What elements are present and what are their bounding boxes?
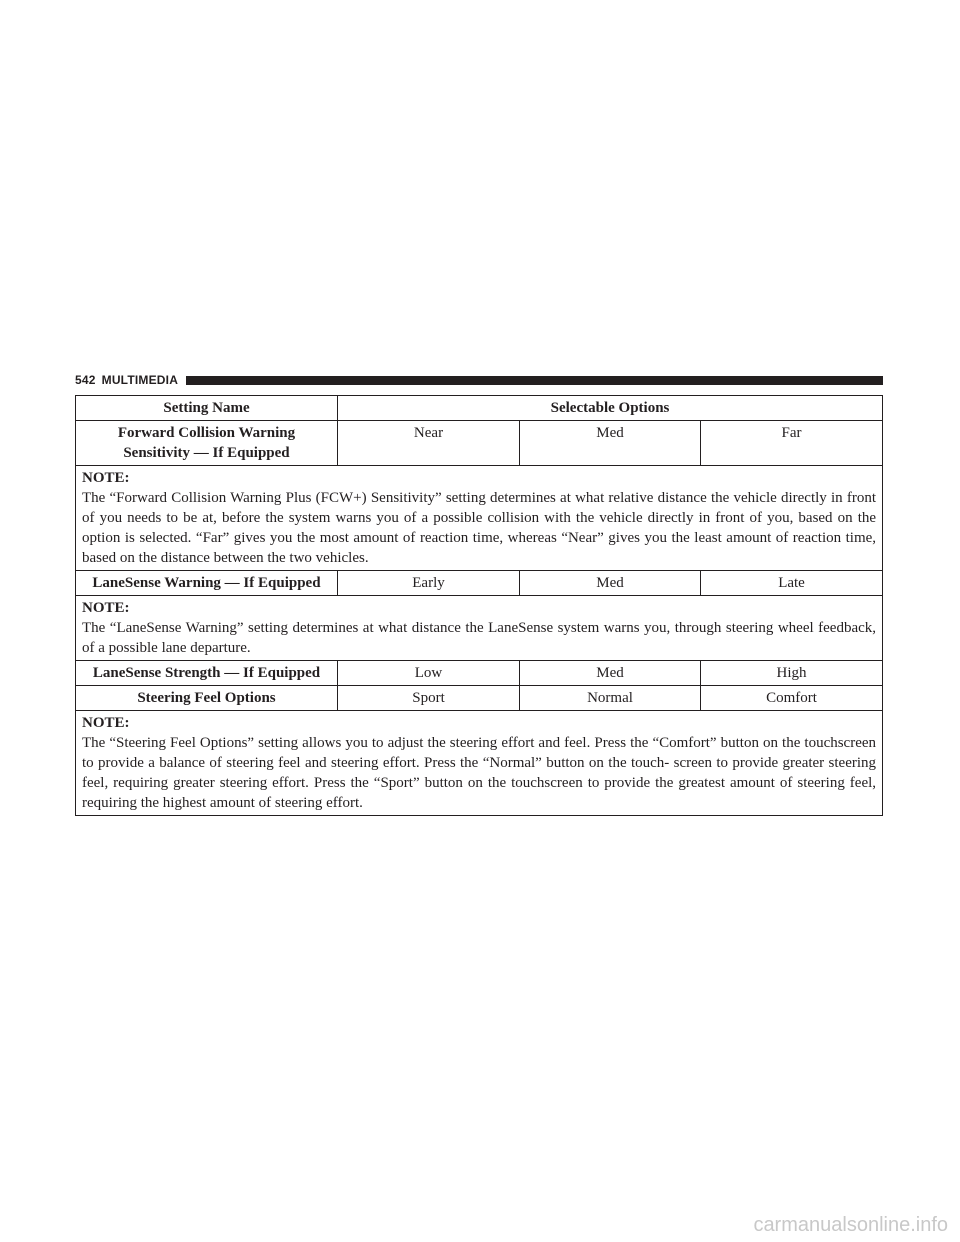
table-header-row [76, 396, 883, 421]
option-cell: Near [338, 421, 520, 466]
page-number: 542 [75, 373, 96, 387]
setting-name-cell [76, 421, 338, 466]
note-row [76, 711, 883, 816]
setting-name-cell: Steering Feel Options [76, 686, 338, 711]
note-cell [76, 596, 883, 661]
page-header [75, 372, 883, 388]
table-row [76, 686, 883, 711]
setting-name-cell: LaneSense Warning — If Equipped [76, 571, 338, 596]
column-header-selectable-options: Selectable Options [338, 396, 883, 421]
option-cell: High [701, 661, 883, 686]
note-label: NOTE: [82, 600, 130, 616]
section-title: MULTIMEDIA [101, 373, 179, 387]
option-cell: Low [338, 661, 520, 686]
option-cell: Normal [520, 686, 701, 711]
settings-table [75, 395, 883, 816]
setting-name-cell: LaneSense Strength — If Equipped [76, 661, 338, 686]
table-row [76, 421, 883, 466]
option-cell: Med [520, 571, 701, 596]
option-cell: Late [701, 571, 883, 596]
table-row [76, 661, 883, 686]
option-cell: Early [338, 571, 520, 596]
option-cell: Med [520, 661, 701, 686]
watermark: carmanualsonline.info [753, 1214, 948, 1236]
note-cell [76, 466, 883, 571]
option-cell: Sport [338, 686, 520, 711]
note-row [76, 466, 883, 571]
option-cell: Comfort [701, 686, 883, 711]
note-label: NOTE: [82, 715, 130, 731]
option-cell: Far [701, 421, 883, 466]
table-row [76, 571, 883, 596]
setting-name-line: Forward Collision Warning [117, 425, 296, 441]
note-label: NOTE: [82, 470, 130, 486]
column-header-setting-name: Setting Name [76, 396, 338, 421]
note-row [76, 596, 883, 661]
note-text: The “Forward Collision Warning Plus (FCW+) Sensitivity” setting determines at what relative distance the vehicle directly in front of you needs to be at, before the system warns you of a possible collision with the vehicle directly in front of you, based on the option is selected. “Far” gives you the most amount of reaction time, whereas “Near” gives you the least amount of reaction time, based on the distance between the two vehicles. [82, 490, 877, 566]
note-text: The “Steering Feel Options” setting allows you to adjust the steering effort and feel. Press the “Comfort” button on the touchscreen to provide a balance of steering feel and steering effort. Press the “Normal” button on the touch- screen to provide greater steering feel, requiring greater steering effort. Press the “Sport” button on the touchscreen to provide the greatest amount of steering feel, requiring the highest amount of steering effort. [82, 735, 877, 811]
note-cell [76, 711, 883, 816]
header-rule [186, 376, 883, 385]
note-text: The “LaneSense Warning” setting determines at what distance the LaneSense system warns you, through steering wheel feedback, of a possible lane departure. [82, 620, 877, 656]
setting-name-line: Sensitivity — If Equipped [123, 445, 290, 461]
option-cell: Med [520, 421, 701, 466]
